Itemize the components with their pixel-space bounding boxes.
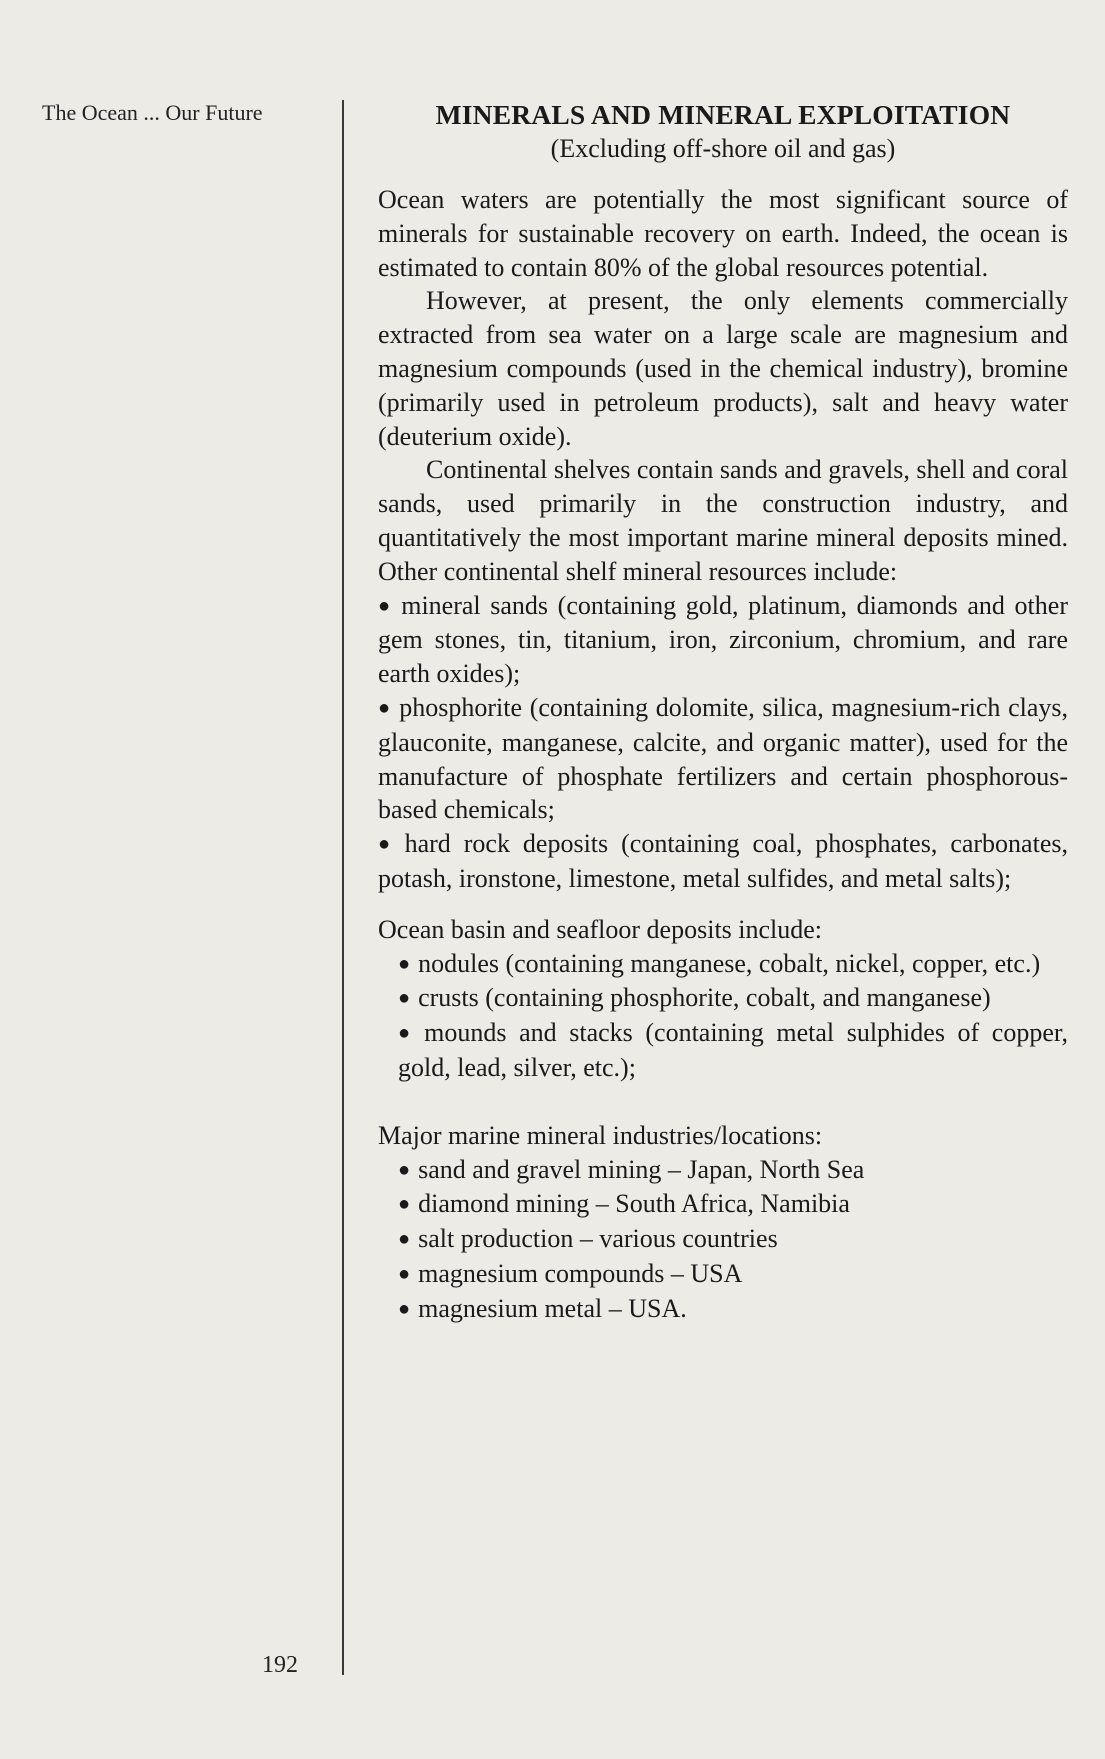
basin-bullet-mounds	[378, 1016, 1068, 1085]
bullet-icon: ●	[398, 1262, 411, 1285]
industry-text: salt production – various countries	[418, 1224, 778, 1254]
section-subtitle: (Excluding off-shore oil and gas)	[550, 134, 896, 163]
industry-text: magnesium metal – USA.	[418, 1293, 687, 1323]
industry-text: diamond mining – South Africa, Namibia	[418, 1189, 850, 1219]
industry-item	[378, 1153, 1068, 1188]
industries-list	[378, 1153, 1068, 1327]
bullet-icon: ●	[398, 1228, 411, 1251]
running-head: The Ocean ... Our Future	[42, 100, 263, 125]
bullet-icon: ●	[398, 1193, 411, 1216]
basin-list	[378, 947, 1068, 1085]
bullet-text: mounds and stacks (containing metal sulphides of copper, gold, lead, silver, etc.);	[398, 1018, 1068, 1082]
bullet-icon: ●	[398, 1022, 417, 1045]
shelf-bullet-phosphorite	[378, 691, 1068, 827]
bullet-icon: ●	[398, 1297, 411, 1320]
main-column	[378, 98, 1068, 1327]
bullet-icon: ●	[398, 987, 411, 1010]
paragraph-continental-shelves: Continental shelves contain sands and gravels, shell and coral sands, used primarily in the construction industry, and quantitatively the most important marine mineral deposits mined. Other continental shelf mineral resources include:	[378, 455, 1068, 586]
bullet-icon: ●	[378, 696, 392, 719]
bullet-icon: ●	[378, 594, 394, 617]
shelf-bullet-hard-rock	[378, 827, 1068, 896]
bullet-icon: ●	[398, 952, 411, 975]
industry-item	[378, 1222, 1068, 1257]
paragraph-extraction: However, at present, the only elements commercially extracted from sea water on a large scale are magnesium and magnesium compounds (used in the chemical industry), bromine (primarily used in petroleum products), salt and heavy water (deuterium oxide).	[378, 286, 1068, 451]
paragraph-intro: Ocean waters are potentially the most significant source of minerals for sustainable recovery on earth. Indeed, the ocean is estimated to contain 80% of the global resources potential.	[378, 185, 1068, 282]
bullet-text: crusts (containing phosphorite, cobalt, and manganese)	[418, 983, 991, 1013]
shelf-bullet-mineral-sands	[378, 589, 1068, 691]
bullet-text: phosphorite (containing dolomite, silica, magnesium-rich clays, glauconite, manganese, calcite, and organic matter), used for the manufacture of phosphate fertilizers and certain phosphorous-based chemicals;	[378, 692, 1068, 825]
section-title: MINERALS AND MINERAL EXPLOITATION	[435, 99, 1011, 130]
bullet-text: mineral sands (containing gold, platinum, diamonds and other gem stones, tin, titanium, iron, zirconium, chromium, and rare earth oxides);	[378, 590, 1068, 689]
bullet-text: nodules (containing manganese, cobalt, nickel, copper, etc.)	[418, 948, 1041, 978]
spacer	[378, 1085, 1068, 1119]
industries-intro: Major marine mineral industries/locations:	[378, 1120, 823, 1150]
column-divider	[342, 100, 344, 1675]
basin-intro: Ocean basin and seafloor deposits include:	[378, 914, 823, 944]
bullet-text: hard rock deposits (containing coal, phosphates, carbonates, potash, ironstone, limestone, metal sulfides, and metal salts);	[378, 829, 1068, 893]
basin-bullet-crusts	[378, 981, 1068, 1016]
industry-text: magnesium compounds – USA	[418, 1258, 743, 1288]
industry-item	[378, 1257, 1068, 1292]
industry-text: sand and gravel mining – Japan, North Sea	[418, 1154, 865, 1184]
bullet-icon: ●	[398, 1158, 411, 1181]
industry-item	[378, 1292, 1068, 1327]
page-number: 192	[262, 1652, 298, 1678]
bullet-icon: ●	[378, 833, 397, 856]
industry-item	[378, 1187, 1068, 1222]
basin-bullet-nodules	[378, 947, 1068, 982]
